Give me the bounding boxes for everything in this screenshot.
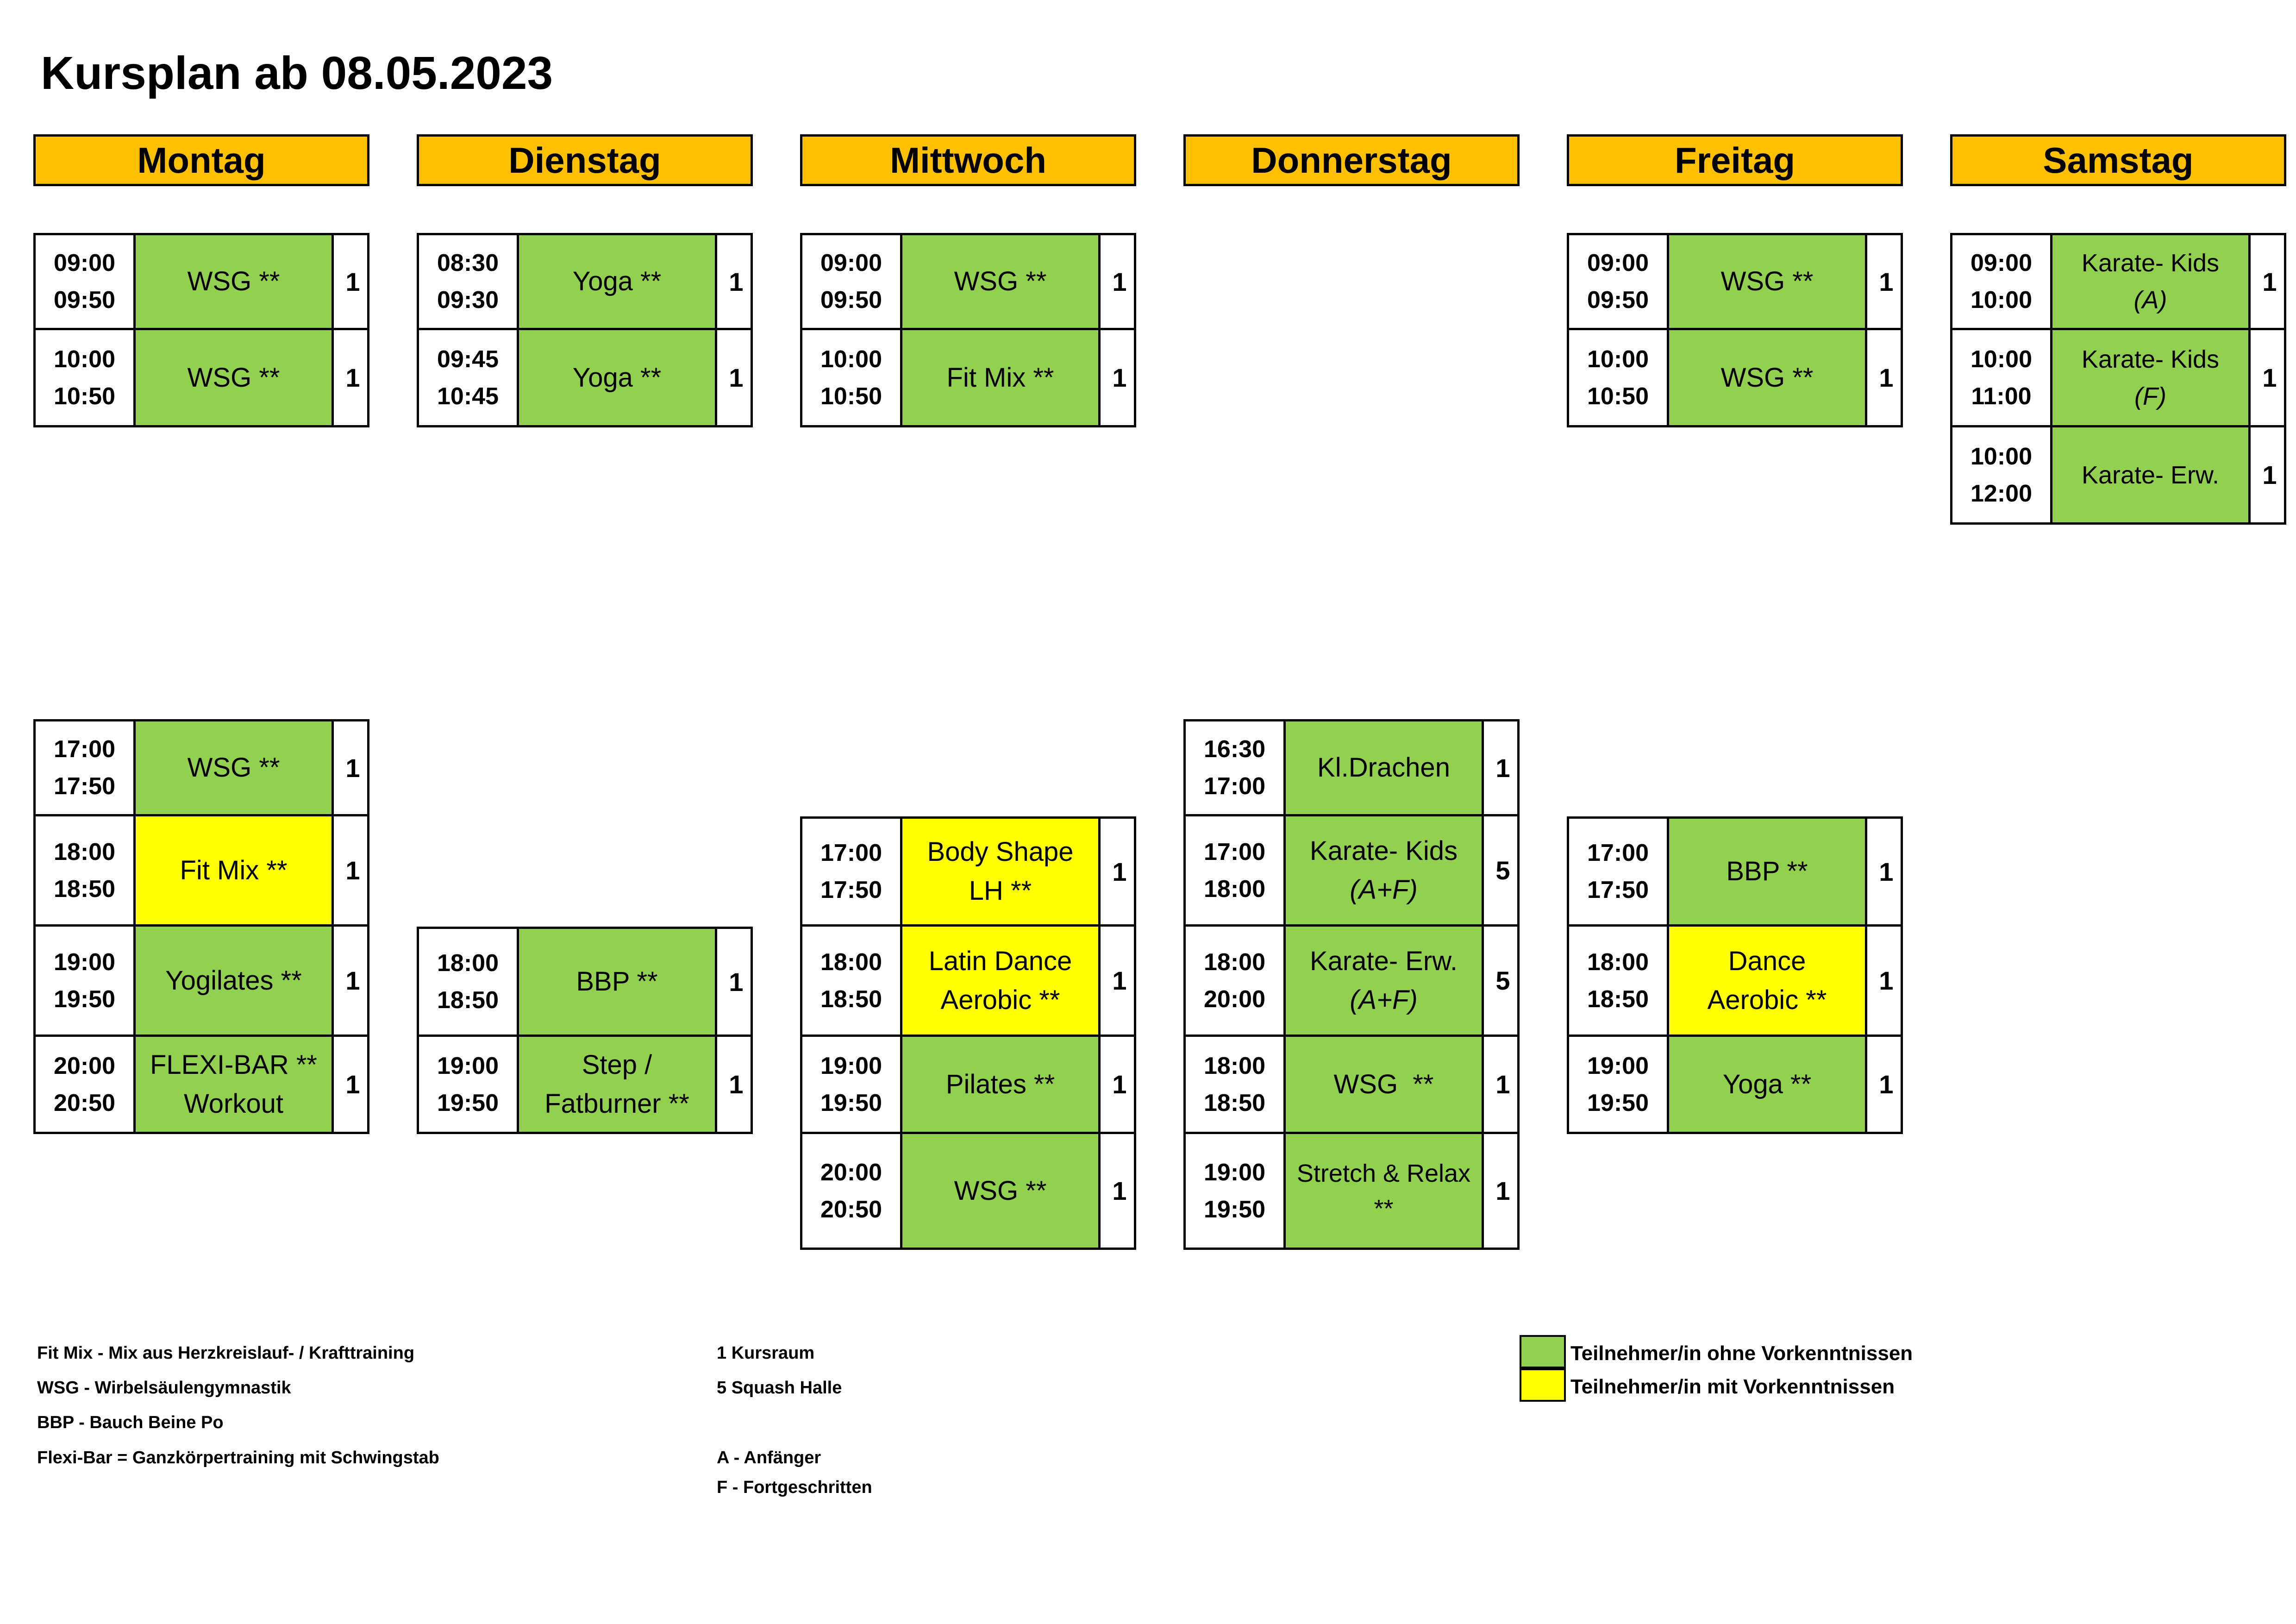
- course-cell: Karate- Kids (F): [2052, 330, 2251, 425]
- room-cell: 1: [1495, 1070, 1510, 1099]
- course-cell: FLEXI-BAR ** Workout: [136, 1037, 334, 1132]
- time-cell: 18:00 20:00: [1186, 927, 1286, 1035]
- course-cell: Kl.Drachen: [1286, 721, 1484, 814]
- room-cell: 1: [345, 267, 360, 296]
- room-cell: 1: [729, 267, 744, 296]
- course-cell: WSG **: [902, 235, 1101, 328]
- time-cell: 09:00 09:50: [36, 235, 136, 328]
- room-cell: 1: [1879, 363, 1894, 392]
- room-cell: 1: [345, 966, 360, 995]
- room-cell: 1: [1112, 363, 1127, 392]
- course-cell: Yogilates **: [136, 927, 334, 1035]
- room-cell: 1: [2262, 460, 2277, 489]
- class-slot: [33, 927, 369, 1037]
- class-slot: [1567, 330, 1903, 427]
- time-cell: 16:30 17:00: [1186, 721, 1286, 814]
- class-slot: [1567, 1037, 1903, 1134]
- class-slot: [33, 816, 369, 927]
- course-cell: Yoga **: [519, 330, 717, 425]
- course-cell: WSG **: [1286, 1037, 1484, 1132]
- course-cell: Stretch & Relax **: [1286, 1134, 1484, 1248]
- room-cell: 1: [1879, 966, 1894, 995]
- time-cell: 10:00 12:00: [1952, 427, 2052, 522]
- legend-label-mit-vorkenntnisse: Teilnehmer/in mit Vorkenntnissen: [1570, 1375, 1895, 1398]
- class-slot: [800, 1134, 1136, 1250]
- time-cell: 19:00 19:50: [419, 1037, 519, 1132]
- class-slot: [800, 330, 1136, 427]
- class-slot: [33, 233, 369, 330]
- class-slot: [33, 1037, 369, 1134]
- class-slot: [800, 1037, 1136, 1134]
- class-slot: [417, 1037, 753, 1134]
- day-header-dienstag: Dienstag: [417, 134, 753, 186]
- course-cell: Karate- Kids (A): [2052, 235, 2251, 328]
- course-cell: WSG **: [136, 721, 334, 814]
- abbreviation-bbp: BBP - Bauch Beine Po: [37, 1413, 224, 1432]
- room-legend-squash: 5 Squash Halle: [717, 1378, 842, 1398]
- day-header-samstag: Samstag: [1950, 134, 2286, 186]
- day-header-freitag: Freitag: [1567, 134, 1903, 186]
- time-cell: 09:00 09:50: [1569, 235, 1669, 328]
- course-cell: Karate- Erw. (A+F): [1286, 927, 1484, 1035]
- time-cell: 18:00 18:50: [1186, 1037, 1286, 1132]
- course-cell: Yoga **: [1669, 1037, 1867, 1132]
- class-slot: [1183, 816, 1520, 927]
- time-cell: 19:00 19:50: [36, 927, 136, 1035]
- legend-label-ohne-vorkenntnisse: Teilnehmer/in ohne Vorkenntnissen: [1570, 1342, 1913, 1365]
- page-title: Kursplan ab 08.05.2023: [41, 47, 553, 99]
- class-slot: [33, 719, 369, 816]
- class-slot: [33, 330, 369, 427]
- course-cell: WSG **: [136, 330, 334, 425]
- time-cell: 18:00 18:50: [1569, 927, 1669, 1035]
- time-cell: 08:30 09:30: [419, 235, 519, 328]
- room-cell: 1: [345, 856, 360, 885]
- time-cell: 17:00 17:50: [1569, 819, 1669, 924]
- level-abbr-anfaenger: A - Anfänger: [717, 1448, 821, 1467]
- abbreviation-wsg: WSG - Wirbelsäulengymnastik: [37, 1378, 291, 1398]
- class-slot: [417, 330, 753, 427]
- day-header-montag: Montag: [33, 134, 369, 186]
- class-slot: [1567, 816, 1903, 927]
- class-slot: [800, 816, 1136, 927]
- time-cell: 18:00 18:50: [802, 927, 902, 1035]
- time-cell: 10:00 10:50: [1569, 330, 1669, 425]
- course-cell: BBP **: [519, 929, 717, 1035]
- course-cell: Karate- Kids (A+F): [1286, 816, 1484, 924]
- room-cell: 1: [345, 363, 360, 392]
- room-cell: 1: [729, 1070, 744, 1099]
- time-cell: 20:00 20:50: [802, 1134, 902, 1248]
- class-slot: [1567, 233, 1903, 330]
- room-cell: 1: [1112, 857, 1127, 886]
- course-cell: WSG **: [136, 235, 334, 328]
- room-legend-kursraum: 1 Kursraum: [717, 1343, 815, 1363]
- class-slot: [800, 233, 1136, 330]
- class-slot: [1950, 330, 2286, 427]
- class-slot: [800, 927, 1136, 1037]
- level-abbr-fortgeschritten: F - Fortgeschritten: [717, 1478, 872, 1497]
- time-cell: 09:00 10:00: [1952, 235, 2052, 328]
- class-slot: [417, 927, 753, 1037]
- room-cell: 1: [1495, 753, 1510, 783]
- room-cell: 1: [1112, 1176, 1127, 1205]
- time-cell: 18:00 18:50: [419, 929, 519, 1035]
- room-cell: 1: [1495, 1176, 1510, 1205]
- class-slot: [1950, 233, 2286, 330]
- time-cell: 09:45 10:45: [419, 330, 519, 425]
- class-slot: [1183, 1037, 1520, 1134]
- time-cell: 17:00 17:50: [802, 819, 902, 924]
- course-cell: Step / Fatburner **: [519, 1037, 717, 1132]
- room-cell: 1: [1112, 1070, 1127, 1099]
- course-cell: Dance Aerobic **: [1669, 927, 1867, 1035]
- room-cell: 1: [1879, 1070, 1894, 1099]
- room-cell: 1: [1879, 857, 1894, 886]
- time-cell: 10:00 10:50: [802, 330, 902, 425]
- class-slot: [1183, 927, 1520, 1037]
- class-slot: [417, 233, 753, 330]
- day-header-donnerstag: Donnerstag: [1183, 134, 1520, 186]
- room-cell: 1: [345, 1070, 360, 1099]
- time-cell: 17:00 17:50: [36, 721, 136, 814]
- room-cell: 1: [1879, 267, 1894, 296]
- course-cell: Pilates **: [902, 1037, 1101, 1132]
- course-cell: Karate- Erw.: [2052, 427, 2251, 522]
- room-cell: 5: [1495, 856, 1510, 885]
- class-slot: [1183, 719, 1520, 816]
- room-cell: 1: [2262, 267, 2277, 296]
- time-cell: 10:00 11:00: [1952, 330, 2052, 425]
- room-cell: 1: [1112, 267, 1127, 296]
- course-cell: Fit Mix **: [136, 816, 334, 924]
- room-cell: 1: [2262, 363, 2277, 392]
- room-cell: 5: [1495, 966, 1510, 995]
- time-cell: 18:00 18:50: [36, 816, 136, 924]
- class-slot: [1183, 1134, 1520, 1250]
- abbreviation-fit-mix: Fit Mix - Mix aus Herzkreislauf- / Krafttraining: [37, 1343, 415, 1363]
- course-cell: Latin Dance Aerobic **: [902, 927, 1101, 1035]
- time-cell: 10:00 10:50: [36, 330, 136, 425]
- day-header-mittwoch: Mittwoch: [800, 134, 1136, 186]
- time-cell: 19:00 19:50: [1186, 1134, 1286, 1248]
- class-slot: [1950, 427, 2286, 525]
- legend-swatch-yellow: [1520, 1368, 1566, 1402]
- time-cell: 19:00 19:50: [1569, 1037, 1669, 1132]
- abbreviation-flexi-bar: Flexi-Bar = Ganzkörpertraining mit Schwingstab: [37, 1448, 439, 1467]
- course-cell: Fit Mix **: [902, 330, 1101, 425]
- time-cell: 17:00 18:00: [1186, 816, 1286, 924]
- room-cell: 1: [729, 967, 744, 997]
- room-cell: 1: [729, 363, 744, 392]
- course-cell: WSG **: [1669, 330, 1867, 425]
- time-cell: 20:00 20:50: [36, 1037, 136, 1132]
- course-cell: WSG **: [902, 1134, 1101, 1248]
- time-cell: 19:00 19:50: [802, 1037, 902, 1132]
- class-slot: [1567, 927, 1903, 1037]
- room-cell: 1: [1112, 966, 1127, 995]
- course-cell: BBP **: [1669, 819, 1867, 924]
- course-cell: Yoga **: [519, 235, 717, 328]
- room-cell: 1: [345, 753, 360, 783]
- course-cell: Body Shape LH **: [902, 819, 1101, 924]
- legend-swatch-green: [1520, 1335, 1566, 1368]
- time-cell: 09:00 09:50: [802, 235, 902, 328]
- course-cell: WSG **: [1669, 235, 1867, 328]
